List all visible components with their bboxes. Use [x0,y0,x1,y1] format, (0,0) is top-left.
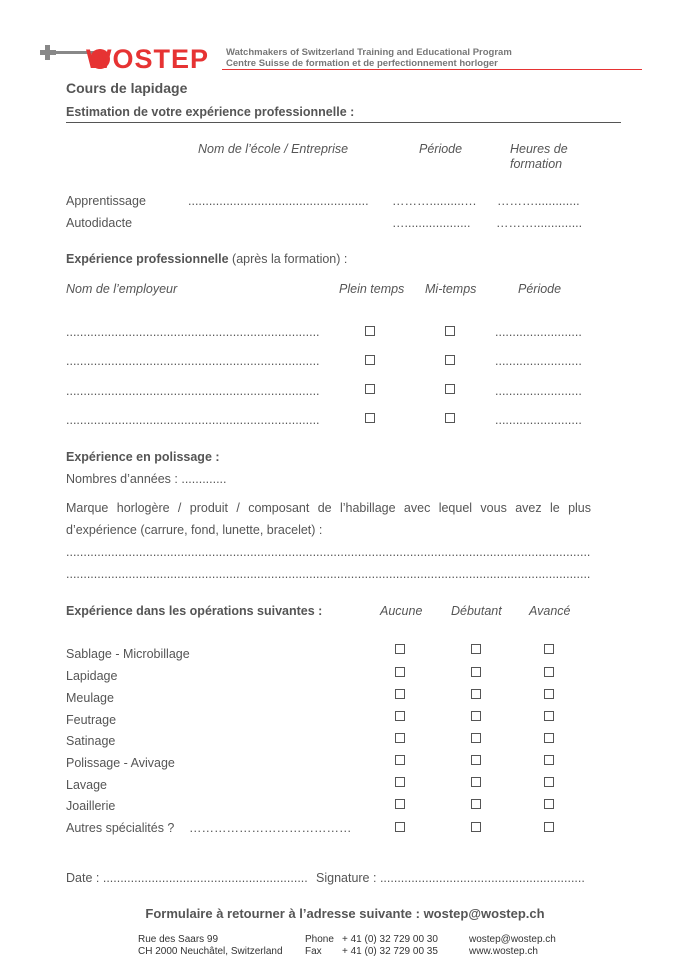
operation-label: Satinage [66,734,116,748]
answer-field-2[interactable]: ....................................................................................................................................................... [66,567,591,581]
operation-label: Feutrage [66,713,117,727]
full-time-checkbox-4[interactable] [365,413,375,423]
footer-phone-label: Phone [305,934,334,945]
row-apprentissage-school-field[interactable]: .................................................... [188,194,369,208]
years-row [66,472,227,486]
section2-subtitle: (après la formation) : [232,252,348,266]
row-apprentissage-period-field[interactable]: ………..........… [392,194,477,208]
beginner-checkbox[interactable] [471,755,481,765]
footer-address1: Rue des Saars 99 [138,934,219,945]
operation-label: Joaillerie [66,799,116,813]
signature-row [316,871,585,885]
row-apprentissage-label: Apprentissage [66,194,146,208]
beginner-checkbox[interactable] [471,777,481,787]
advanced-checkbox[interactable] [544,822,554,832]
col-hours-line2: formation [510,157,563,171]
col-half-time: Mi-temps [425,282,477,296]
footer-website[interactable]: www.wostep.ch [469,946,538,957]
beginner-checkbox[interactable] [471,667,481,677]
date-row [66,871,308,885]
section4-title: Expérience dans les opérations suivantes : [66,604,323,618]
row-autodidacte-period-field[interactable]: …................... [392,216,471,230]
full-time-checkbox-1[interactable] [365,326,375,336]
none-checkbox[interactable] [395,711,405,721]
years-label: Nombres d’années : [66,472,178,486]
none-checkbox[interactable] [395,667,405,677]
employer-field-3[interactable]: ......................................................................... [66,384,320,398]
question-line2: d’expérience (carrure, fond, lunette, bracelet) : [66,523,323,537]
question-line1: Marque horlogère / produit / composant de l’habillage avec lequel vous avez le plus [66,501,591,515]
half-time-checkbox-2[interactable] [445,355,455,365]
half-time-checkbox-3[interactable] [445,384,455,394]
other-specialty-field[interactable]: ………………………………… [189,821,352,835]
section3-title: Expérience en polissage : [66,450,220,464]
operation-label: Polissage - Avivage [66,756,175,770]
signature-field[interactable]: ........................................................... [379,871,585,885]
header-rule [222,69,642,70]
operation-label: Sablage - Microbillage [66,647,190,661]
footer-phone: + 41 (0) 32 729 00 30 [342,934,438,945]
row-autodidacte-label: Autodidacte [66,216,133,230]
return-note: Formulaire à retourner à l’adresse suivante : wostep@wostep.ch [145,906,545,921]
header-line1: Watchmakers of Switzerland Training and Educational Program [226,47,512,58]
advanced-checkbox[interactable] [544,755,554,765]
logo-text: WOSTEP [86,44,210,74]
answer-field-1[interactable]: ....................................................................................................................................................... [66,545,591,559]
footer-fax: + 41 (0) 32 729 00 35 [342,946,438,957]
none-checkbox[interactable] [395,644,405,654]
course-title: Cours de lapidage [66,80,188,96]
advanced-checkbox[interactable] [544,799,554,809]
section2-title-wrap [66,252,347,266]
col-none: Aucune [380,604,423,618]
col-school-name: Nom de l’école / Entreprise [198,142,349,156]
advanced-checkbox[interactable] [544,711,554,721]
col-employer: Nom de l’employeur [66,282,178,296]
col-full-time: Plein temps [339,282,405,296]
col-employment-period: Période [518,282,562,296]
col-period: Période [419,142,463,156]
col-advanced: Avancé [529,604,571,618]
advanced-checkbox[interactable] [544,667,554,677]
operation-label: Meulage [66,691,114,705]
employment-period-field-3[interactable]: ......................... [495,384,582,398]
row-apprentissage-hours-field[interactable]: ………............. [497,194,580,208]
header-line2: Centre Suisse de formation et de perfectionnement horloger [226,58,498,69]
none-checkbox[interactable] [395,733,405,743]
full-time-checkbox-3[interactable] [365,384,375,394]
beginner-checkbox[interactable] [471,733,481,743]
row-autodidacte-hours-field[interactable]: ……….............. [496,216,583,230]
footer-fax-label: Fax [305,946,322,957]
advanced-checkbox[interactable] [544,644,554,654]
employer-field-1[interactable]: ......................................................................... [66,325,320,339]
footer-address2: CH 2000 Neuchâtel, Switzerland [138,946,283,957]
beginner-checkbox[interactable] [471,644,481,654]
operation-label: Lapidage [66,669,118,683]
none-checkbox[interactable] [395,822,405,832]
section1-title: Estimation de votre expérience professionnelle : [66,105,355,119]
advanced-checkbox[interactable] [544,777,554,787]
none-checkbox[interactable] [395,755,405,765]
half-time-checkbox-4[interactable] [445,413,455,423]
beginner-checkbox[interactable] [471,711,481,721]
wostep-logo [40,42,215,72]
employment-period-field-2[interactable]: ......................... [495,354,582,368]
employment-period-field-1[interactable]: ......................... [495,325,582,339]
none-checkbox[interactable] [395,777,405,787]
beginner-checkbox[interactable] [471,822,481,832]
operation-label-other: Autres spécialités ? [66,821,175,835]
beginner-checkbox[interactable] [471,799,481,809]
operation-label: Lavage [66,778,108,792]
col-beginner: Débutant [451,604,502,618]
beginner-checkbox[interactable] [471,689,481,699]
employer-field-4[interactable]: ......................................................................... [66,413,320,427]
advanced-checkbox[interactable] [544,733,554,743]
signature-label: Signature : [316,871,377,885]
section1-rule [66,122,621,123]
advanced-checkbox[interactable] [544,689,554,699]
years-field[interactable]: ............. [181,472,227,486]
col-hours-line1: Heures de [510,142,568,156]
half-time-checkbox-1[interactable] [445,326,455,336]
footer-email[interactable]: wostep@wostep.ch [469,934,556,945]
date-label: Date : [66,871,100,885]
none-checkbox[interactable] [395,799,405,809]
date-field[interactable]: ........................................................... [102,871,308,885]
none-checkbox[interactable] [395,689,405,699]
employer-field-2[interactable]: ......................................................................... [66,354,320,368]
section2-title: Expérience professionnelle [66,252,229,266]
full-time-checkbox-2[interactable] [365,355,375,365]
employment-period-field-4[interactable]: ......................... [495,413,582,427]
